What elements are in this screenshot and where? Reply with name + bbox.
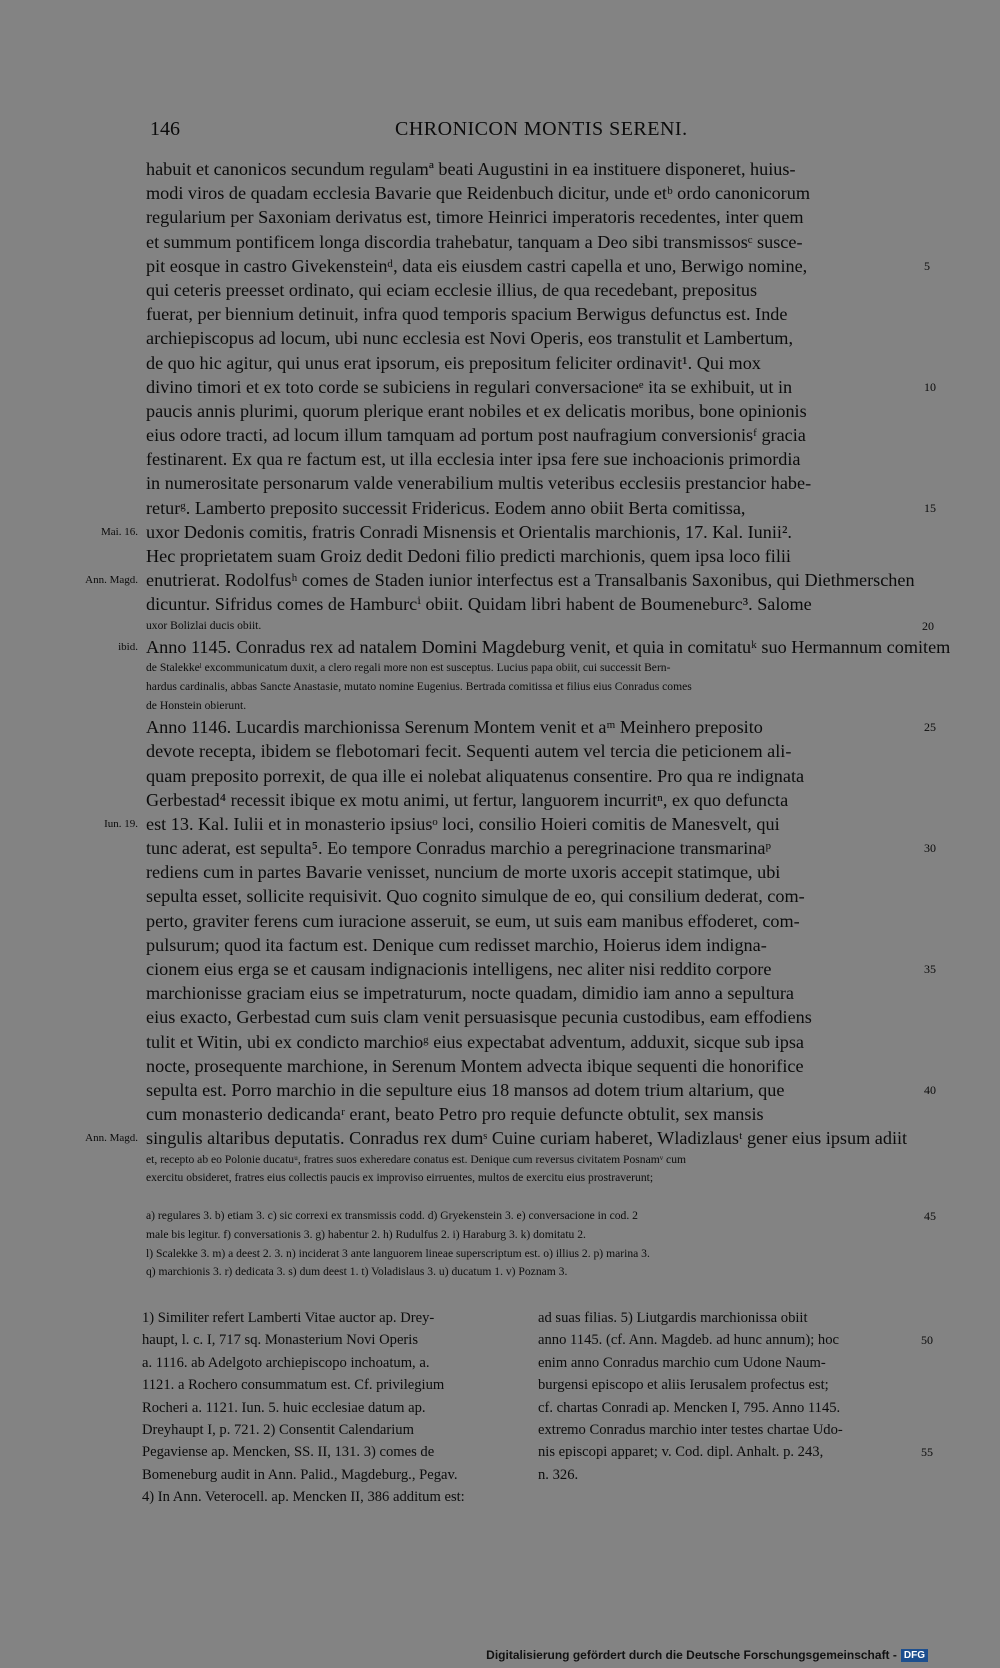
line-text: a. 1116. ab Adelgoto archiepiscopo inchoatum, a. <box>142 1354 430 1371</box>
margin-note: Mai. 16. <box>101 525 138 538</box>
text-line <box>146 230 916 254</box>
text-line <box>538 1329 933 1351</box>
line-text: extremo Conradus marchio inter testes chartae Udo- <box>538 1421 843 1438</box>
text-line <box>146 1226 916 1245</box>
running-title: CHRONICON MONTIS SERENI. <box>395 118 688 140</box>
text-line <box>142 1397 520 1419</box>
digitization-credit <box>486 1648 928 1662</box>
line-text: returᵍ. Lamberto preposito successit Fridericus. Eodem anno obiit Berta comitissa, <box>146 497 746 518</box>
text-line <box>146 957 936 981</box>
line-text: in numerositate personarum valde venerabilium multis veteribus ecclesiis prestancior habe- <box>146 473 812 494</box>
text-line <box>142 1441 520 1463</box>
page-number: 146 <box>150 118 180 140</box>
line-text: modi viros de quadam ecclesia Bavarie que Reidenbuch dicitur, unde etᵇ ordo canonicorum <box>146 183 810 204</box>
text-line <box>146 1054 916 1078</box>
line-number: 30 <box>924 841 936 856</box>
line-text: dicuntur. Sifridus comes de Hamburcⁱ obiit. Quidam libri habent de Boumeneburc³. Salome <box>146 594 812 615</box>
text-line <box>146 326 916 350</box>
footnotes-left-column <box>142 1307 520 1509</box>
text-line <box>146 157 916 181</box>
text-line <box>538 1464 918 1486</box>
line-text: Rocheri a. 1121. Iun. 5. huic ecclesiae datum ap. <box>142 1399 426 1416</box>
line-text: cum monasterio dedicandaʳ erant, beato Petro pro requie defuncte obtulit, sex mansis <box>146 1104 764 1125</box>
text-line <box>146 1169 916 1188</box>
text-line <box>146 659 916 678</box>
line-text: perto, graviter ferens cum iuracione asseruit, se eum, ut suis eam manibus effoderet, com- <box>146 910 800 931</box>
page-header <box>0 118 1000 146</box>
line-text: tunc aderat, est sepulta⁵. Eo tempore Conradus marchio a peregrinacione transmarinaᵖ <box>146 838 772 859</box>
line-text: habuit et canonicos secundum regulamª beati Augustini in ea instituere disponeret, huius- <box>146 159 796 179</box>
text-line <box>146 697 916 716</box>
text-line <box>146 981 916 1005</box>
line-number: 35 <box>924 962 936 976</box>
text-line <box>146 351 916 375</box>
line-text: q) marchionis 3. r) dedicata 3. s) dum deest 1. t) Voladislaus 3. u) ducatum 1. v) Poznam 3. <box>146 1265 568 1279</box>
line-text: regularium per Saxoniam derivatus est, timore Heinrici imperatoris recedentes, inter quem <box>146 207 804 228</box>
text-line <box>538 1419 918 1441</box>
line-text: divino timori et ex toto corde se subiciens in regulari conversacioneᵉ ita se exhibuit, ut in <box>146 376 793 397</box>
text-line <box>146 302 916 326</box>
margin-note: Ann. Magd. <box>85 574 138 587</box>
text-line <box>146 181 916 205</box>
margin-note: ibid. <box>118 641 138 654</box>
line-text: de Stalekkeˡ excommunicatum duxit, a clero regali more non est susceptus. Lucius papa obiit, cui successit Bern- <box>146 661 671 675</box>
text-line <box>85 1126 916 1150</box>
line-text: et, recepto ab eo Polonie ducatuᵘ, fratres suos exheredare conatus est. Denique cum reversus civitatem Posnamᵛ cum <box>146 1152 687 1166</box>
text-line <box>146 471 916 495</box>
line-number: 55 <box>921 1445 933 1460</box>
text-line <box>118 635 951 659</box>
text-line <box>146 764 916 788</box>
line-text: pulsurum; quod ita factum est. Denique cum redisset marchio, Hoierus idem indigna- <box>146 934 767 955</box>
line-text: 1) Similiter refert Lamberti Vitae auctor ap. Drey- <box>142 1310 435 1326</box>
line-text: uxor Dedonis comitis, fratris Conradi Misnensis et Orientalis marchionis, 17. Kal. Iunii². <box>146 521 792 542</box>
text-line <box>146 678 916 697</box>
line-text: exercitu obsideret, fratres eius collectis paucis ex improviso eirruentes, multos de exercitu eius prostraverunt; <box>146 1171 654 1185</box>
line-text: de quo hic agitur, qui unus erat ipsorum, eis prepositum feliciter ordinavit¹. Qui mox <box>146 352 761 373</box>
text-line <box>146 1151 916 1170</box>
line-number: 10 <box>924 379 936 394</box>
text-line <box>146 254 930 278</box>
line-number: 45 <box>924 1209 936 1223</box>
main-text <box>85 157 951 1188</box>
text-line <box>538 1397 918 1419</box>
line-text: Hec proprietatem suam Groiz dedit Dedoni filio predicti marchionis, quem ipsa loco filii <box>146 546 791 566</box>
line-number: 20 <box>922 618 934 633</box>
margin-note: Iun. 19. <box>104 817 138 830</box>
text-line <box>146 496 936 520</box>
line-text: nocte, prosequente marchione, in Serenum Montem advecta ibique sequenti die honorifice <box>146 1055 804 1076</box>
line-text: l) Scalekke 3. m) a deest 2. 3. n) inciderat 3 ante languorem lineae superscriptum est. o) illius 2. p) marina 3. <box>146 1246 650 1260</box>
line-text: est 13. Kal. Iulii et in monasterio ipsiusᵒ loci, consilio Hoieri comitis de Manesvelt, qui <box>146 813 780 834</box>
text-line <box>146 1245 916 1264</box>
critical-apparatus <box>146 1207 936 1282</box>
text-line <box>146 788 916 812</box>
line-text: tulit et Witin, ubi ex condicto marchioᵍ eius expectabat adventum, adduxit, sicque sub ipsa <box>146 1031 804 1052</box>
text-line <box>146 447 916 471</box>
line-text: hardus cardinalis, abbas Sancte Anastasie, mutato nomine Eugenius. Bertrada comitissa et filius eius Conradus comes <box>146 679 692 693</box>
line-text: haupt, l. c. I, 717 sq. Monasterium Novi Operis <box>142 1332 419 1349</box>
line-text: pit eosque in castro Givekensteinᵈ, data eis eiusdem castri capella et uno, Berwigo nomine, <box>146 255 808 276</box>
text-line <box>146 205 916 229</box>
text-line <box>142 1329 520 1351</box>
text-line <box>146 884 916 908</box>
line-text: uxor Bolizlai ducis obiit. <box>146 618 262 632</box>
line-number: 50 <box>921 1333 933 1348</box>
line-text: festinarent. Ex qua re factum est, ut illa ecclesia inter ipsa fere sue inchoacionis primordia <box>146 449 801 470</box>
line-text: 1121. a Rochero consummatum est. Cf. privilegium <box>142 1377 445 1394</box>
line-text: qui ceteris preesset ordinato, qui eciam ecclesie illius, de qua recedebant, prepositus <box>146 279 758 300</box>
text-line <box>146 1005 916 1029</box>
line-text: Dreyhaupt I, p. 721. 2) Consentit Calendarium <box>142 1421 414 1438</box>
text-line <box>85 568 916 592</box>
footnotes-right-column <box>538 1307 933 1486</box>
line-text: ad suas filias. 5) Liutgardis marchionissa obiit <box>538 1310 808 1326</box>
line-number: 15 <box>924 500 936 515</box>
text-line <box>146 933 916 957</box>
line-text: male bis legitur. f) conversationis 3. g) habentur 2. h) Rudulfus 2. i) Haraburg 3. k) domitatu 2. <box>146 1227 586 1241</box>
line-text: quam preposito porrexit, de qua ille ei nolebat aliquatenus consentire. Pro qua re indignata <box>146 765 805 786</box>
text-line <box>538 1352 918 1374</box>
text-line <box>146 860 916 884</box>
line-text: Anno 1146. Lucardis marchionissa Serenum Montem venit et aᵐ Meinhero preposito <box>146 717 763 738</box>
text-line <box>142 1374 520 1396</box>
line-text: marchionisse graciam eius se impetraturum, nocte quadam, dimidio iam anno a sepultura <box>146 983 794 1004</box>
text-line <box>146 423 916 447</box>
line-text: Pegaviense ap. Mencken, SS. II, 131. 3) comes de <box>142 1444 435 1461</box>
dfg-logo: DFG <box>901 1649 928 1662</box>
line-text: rediens cum in partes Bavarie venisset, nuncium de morte uxoris accepit statimque, ubi <box>146 862 781 883</box>
text-line <box>146 375 936 399</box>
line-text: sepulta est. Porro marchio in die sepulture eius 18 mansos ad dotem trium altarium, que <box>146 1079 785 1100</box>
text-line <box>146 1263 916 1282</box>
line-text: archiepiscopus ad locum, ubi nunc ecclesia est Novi Operis, eos transtulit et Lambertum, <box>146 328 793 349</box>
line-text: eius odore tracti, ad locum illum tamquam ad portum post naufragium conversionisᶠ gracia <box>146 425 806 446</box>
line-text: et summum pontificem longa discordia trahebatur, tanquam a Deo sibi transmissosᶜ susce- <box>146 231 803 252</box>
line-text: n. 326. <box>538 1466 579 1483</box>
line-text: paucis annis plurimi, quorum plerique erant nobiles et ex delicatis moribus, bone opinionis <box>146 400 807 421</box>
text-line <box>101 520 916 544</box>
line-text: cf. chartas Conradi ap. Mencken I, 795. Anno 1145. <box>538 1399 841 1416</box>
line-text: burgensi episcopo et aliis Ierusalem profectus est; <box>538 1377 829 1394</box>
line-text: eius exacto, Gerbestad cum suis clam venit persuasisque pecunia custodibus, eam effodiens <box>146 1007 812 1028</box>
margin-note: Ann. Magd. <box>85 1132 138 1145</box>
line-text: enim anno Conradus marchio cum Udone Naum- <box>538 1354 826 1371</box>
text-line <box>146 909 916 933</box>
text-line <box>142 1419 520 1441</box>
line-text: nis episcopi apparet; v. Cod. dipl. Anhalt. p. 243, <box>538 1444 824 1461</box>
text-line <box>142 1307 520 1329</box>
line-text: cionem eius erga se et causam indignacionis intelligens, nec aliter nisi reddito corpore <box>146 959 772 979</box>
text-line <box>146 592 916 616</box>
line-text: enutrierat. Rodolfusʰ comes de Staden iunior interfectus est a Transalbanis Saxonibus, qui Diethmerschen <box>146 570 915 591</box>
text-line <box>146 1078 936 1102</box>
line-text: singulis altaribus deputatis. Conradus rex dumˢ Cuine curiam haberet, Wladizlausᵗ gener eius ipsum adiit <box>146 1128 908 1149</box>
text-line <box>146 1030 916 1054</box>
text-line <box>142 1352 520 1374</box>
line-text: de Honstein obierunt. <box>146 698 247 712</box>
line-number: 5 <box>924 258 930 273</box>
text-line <box>142 1464 520 1486</box>
text-line <box>146 399 916 423</box>
text-line <box>538 1441 933 1463</box>
line-text: anno 1145. (cf. Ann. Magdeb. ad hunc annum); hoc <box>538 1332 839 1349</box>
text-line <box>538 1374 918 1396</box>
line-text: devote recepta, ibidem se flebotomari fecit. Sequenti autem vel tercia die peticionem ali- <box>146 741 792 762</box>
line-text: fuerat, per biennium detinuit, infra quod temporis spacium Berwigus defunctus est. Inde <box>146 304 788 325</box>
line-text: Anno 1145. Conradus rex ad natalem Domini Magdeburg venit, et quia in comitatuᵏ suo Hermannum comitem <box>146 637 951 658</box>
text-line <box>146 1102 916 1126</box>
line-text: a) regulares 3. b) etiam 3. c) sic correxi ex transmissis codd. d) Gryekenstein 3. e) conversacione in cod. 2 <box>146 1209 638 1222</box>
credit-text: Digitalisierung gefördert durch die Deutsche Forschungsgemeinschaft - <box>486 1648 897 1662</box>
text-line <box>146 739 916 763</box>
text-line <box>142 1486 520 1508</box>
text-line <box>146 715 936 739</box>
line-text: Gerbestad⁴ recessit ibique ex motu animi, ut fertur, languorem incurritⁿ, ex quo defuncta <box>146 789 789 810</box>
line-number: 40 <box>924 1082 936 1097</box>
line-text: 4) In Ann. Veterocell. ap. Mencken II, 386 additum est: <box>142 1489 465 1506</box>
text-line <box>104 812 916 836</box>
text-line <box>146 278 916 302</box>
text-line <box>146 617 934 636</box>
line-number: 25 <box>924 720 936 735</box>
line-text: sepulta esset, sollicite requisivit. Quo cognito simulque de eo, qui consilium dederat, com- <box>146 886 805 907</box>
text-line <box>146 544 916 568</box>
line-text: Bomeneburg audit in Ann. Palid., Magdeburg., Pegav. <box>142 1466 458 1483</box>
text-line <box>538 1307 918 1329</box>
text-line <box>146 1207 936 1226</box>
text-line <box>146 836 936 860</box>
